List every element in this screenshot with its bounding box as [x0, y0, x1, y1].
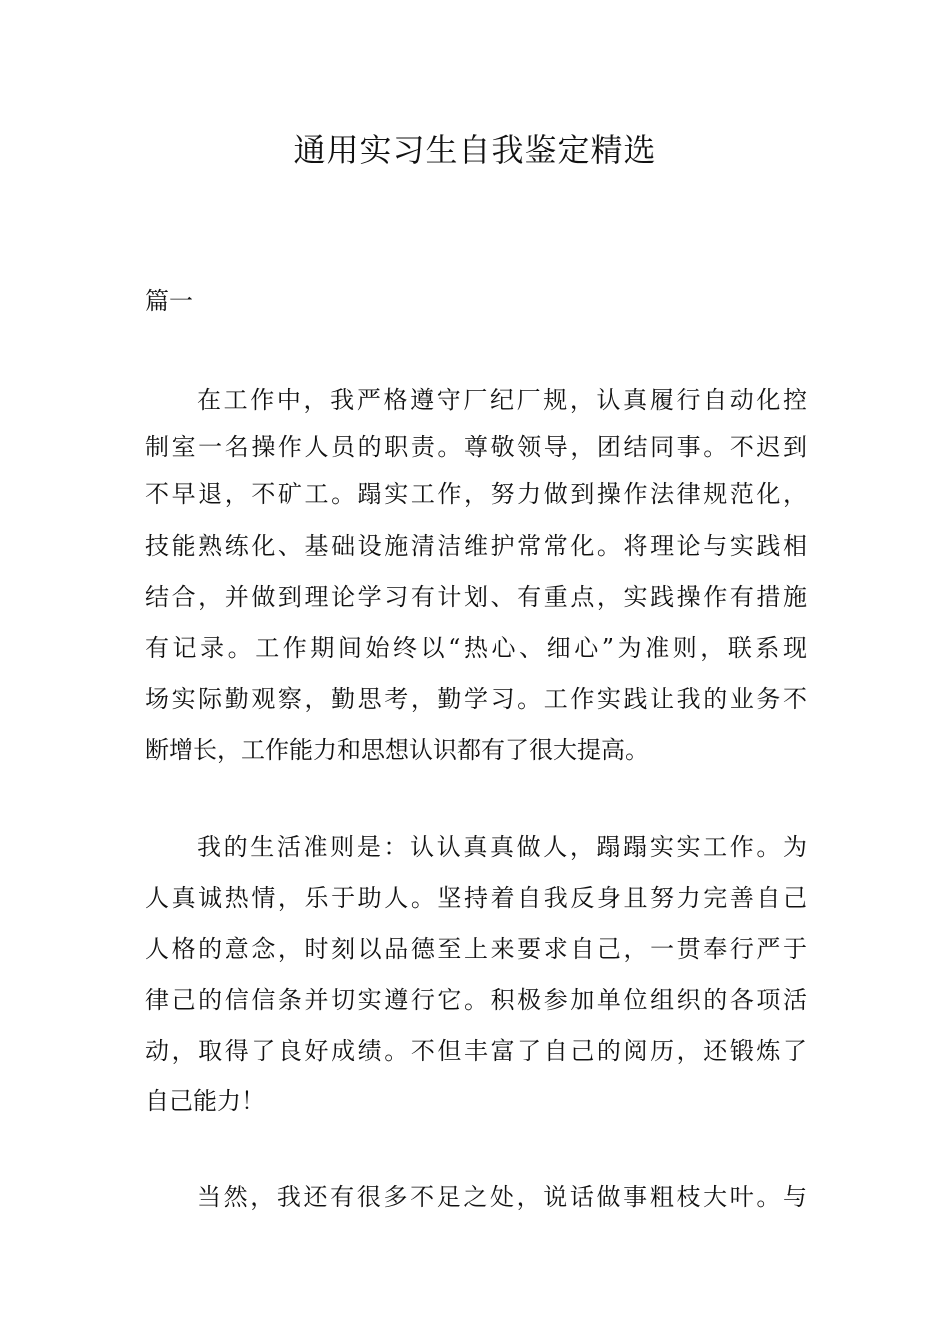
paragraph-line: 在工作中，我严格遵守厂纪厂规，认真履行自动化控 [197, 386, 807, 414]
paragraph-line: 不早退，不矿工。蹋实工作，努力做到操作法律规范化， [145, 480, 807, 508]
paragraph-line: 断增长，工作能力和思想认识都有了很大提高。 [145, 736, 649, 764]
paragraph-line: 当然，我还有很多不足之处，说话做事粗枝大叶。与 [197, 1183, 807, 1211]
paragraph-line: 结合，并做到理论学习有计划、有重点，实践操作有措施 [145, 583, 807, 611]
paragraph-line: 自己能力！ [145, 1087, 265, 1115]
section-label: 篇一 [145, 287, 193, 315]
paragraph-line: 制室一名操作人员的职责。尊敬领导，团结同事。不迟到 [145, 433, 807, 461]
paragraph-line: 有记录。工作期间始终以“热心、细心”为准则，联系现 [145, 634, 807, 662]
paragraph-line: 律己的信信条并切实遵行它。积极参加单位组织的各项活 [145, 986, 807, 1014]
paragraph-line: 人真诚热情，乐于助人。坚持着自我反身且努力完善自己 [145, 884, 807, 912]
paragraph-line: 场实际勤观察，勤思考，勤学习。工作实践让我的业务不 [145, 685, 807, 713]
paragraph-line: 我的生活准则是：认认真真做人，蹋蹋实实工作。为 [197, 833, 807, 861]
paragraph-line: 技能熟练化、基础设施清洁维护常常化。将理论与实践相 [145, 532, 807, 560]
document-title: 通用实习生自我鉴定精选 [293, 131, 657, 169]
paragraph-line: 人格的意念，时刻以品德至上来要求自己，一贯奉行严于 [145, 935, 807, 963]
paragraph-line: 动，取得了良好成绩。不但丰富了自己的阅历，还锻炼了 [145, 1037, 807, 1065]
